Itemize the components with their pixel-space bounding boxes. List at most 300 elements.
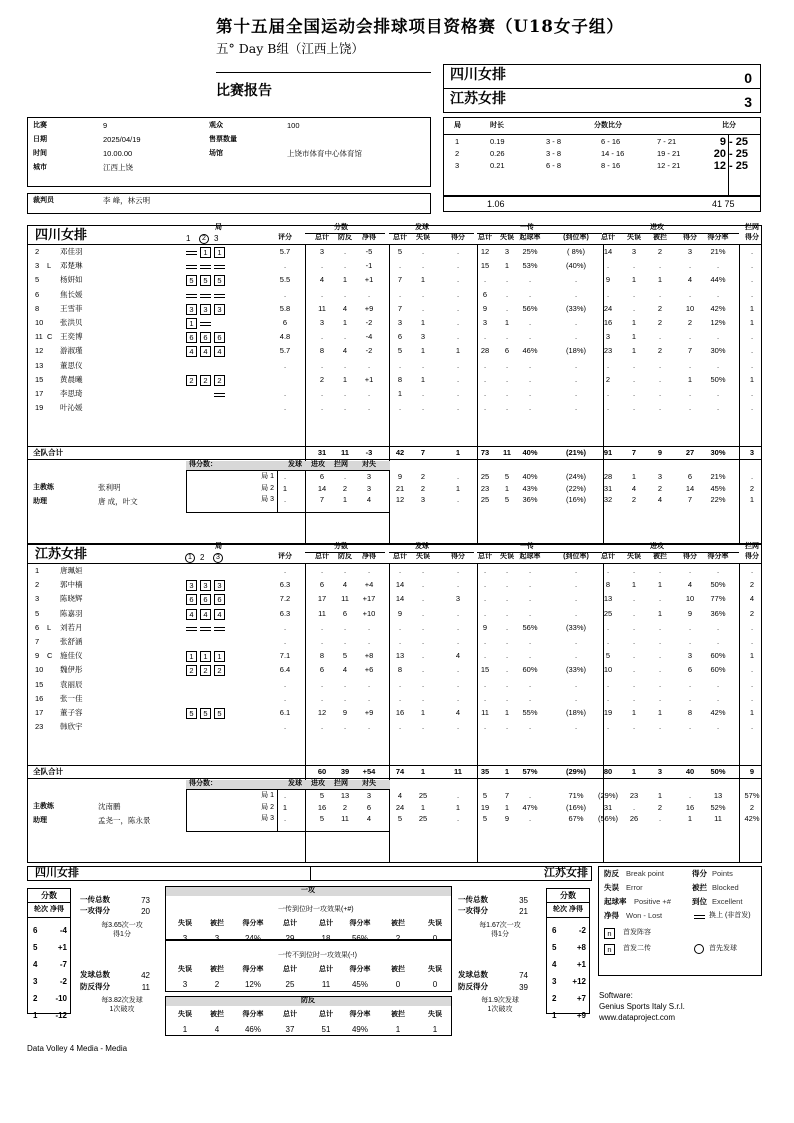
player-name: 邓楚琳: [60, 261, 83, 271]
substitute-mark: [200, 294, 211, 298]
stat-cell: 2: [749, 608, 755, 618]
stat-cell: .: [367, 622, 371, 632]
stat-cell: .: [688, 403, 692, 413]
player-number: 6: [35, 289, 40, 299]
stat-cell: .: [528, 318, 532, 327]
stat-cell: 1: [687, 374, 693, 384]
team-total-label: 全队合计: [33, 767, 63, 776]
stat-cell: 8: [687, 708, 693, 717]
mid-col-header: 失误: [428, 966, 442, 973]
set-row-value: 23: [480, 483, 490, 493]
stat-cell: .: [421, 665, 425, 675]
stat-cell: 1: [631, 580, 637, 590]
legend-term: 净得: [604, 911, 619, 920]
player-name: 张舒涵: [60, 637, 83, 646]
col-subheader: 起球率: [519, 234, 541, 241]
stat-cell: 9: [342, 708, 348, 717]
set-row-value: 6: [366, 802, 372, 812]
stat-cell: .: [528, 679, 532, 689]
stat-cell: .: [716, 622, 720, 632]
stat-cell: 9: [482, 622, 488, 632]
stat-cell: .: [606, 289, 610, 299]
set-row-value: 2: [420, 472, 426, 481]
sets-hdr-score: 比分: [722, 122, 736, 129]
stat-cell: 1: [420, 318, 426, 327]
stat-cell: 56%: [522, 622, 538, 632]
stat-cell: 1: [420, 708, 426, 717]
set-row-value: .: [283, 472, 287, 481]
mid-value: 12%: [244, 980, 261, 989]
stat-cell: 60%: [710, 651, 726, 661]
stat-cell: 3: [687, 651, 693, 661]
stat-cell: .: [658, 403, 662, 413]
set-row-value: 42%: [744, 814, 760, 823]
divider-line: [27, 446, 762, 447]
lineup-position-box: 6: [214, 594, 225, 605]
stat-cell: .: [343, 693, 347, 703]
lineup-position-box: 2: [200, 375, 211, 386]
rotation-net: +12: [572, 977, 586, 986]
set-duration: 0.21: [490, 161, 505, 170]
stat-cell: +8: [364, 651, 374, 661]
stat-cell: -1: [365, 261, 373, 271]
stat-cell: 11: [481, 708, 489, 717]
score-b: 3: [744, 94, 752, 110]
mid-value: 51: [321, 1025, 331, 1034]
player-name: 董思仪: [60, 360, 83, 370]
set-row-value: 7: [504, 791, 510, 800]
stat-cell: 1: [342, 374, 348, 384]
stat-cell: .: [658, 665, 662, 675]
team-total-value: 1: [420, 767, 426, 776]
set-row-label: 局 1: [261, 792, 274, 799]
stat-cell: 1: [657, 275, 663, 285]
stat-cell: 60%: [522, 665, 538, 675]
set-row-value: 5: [397, 814, 403, 823]
player-number: 15: [35, 679, 44, 689]
set-row-value: 2: [631, 495, 637, 504]
first-attack-title: 一攻: [301, 887, 315, 894]
total-points: 41 75: [712, 199, 735, 209]
lineup-position-box: 5: [214, 708, 225, 719]
stat-cell: .: [320, 622, 324, 632]
stat-cell: .: [658, 693, 662, 703]
stat-cell: 12%: [710, 318, 726, 327]
stat-cell: 8: [319, 346, 325, 356]
stat-cell: .: [505, 679, 509, 689]
team-total-value: 42: [395, 448, 405, 457]
lineup-position-box: 1: [186, 651, 197, 662]
stat-cell: .: [398, 722, 402, 732]
team-total-value: +54: [362, 767, 376, 776]
stat-cell: .: [320, 722, 324, 732]
stat-cell: 44%: [710, 275, 726, 285]
stat-cell: 8: [397, 665, 403, 675]
col-subheader: 防反: [338, 234, 352, 241]
col-subheader: 总计: [393, 234, 407, 241]
lineup-position-box: 4: [214, 609, 225, 620]
set-row-value: 11: [341, 814, 349, 823]
stat-cell: .: [632, 679, 636, 689]
stat-cell: 7: [687, 346, 693, 356]
divider-line: [546, 902, 590, 903]
col-subheader: 失误: [416, 234, 430, 241]
stat-cell: 5: [605, 651, 611, 661]
team-total-value: 80: [603, 767, 613, 776]
stat-cell: .: [398, 289, 402, 299]
stat-cell: .: [606, 722, 610, 732]
player-role: C: [47, 332, 53, 342]
stat-cell: .: [528, 566, 532, 575]
stat-cell: .: [528, 722, 532, 732]
stat-cell: .: [343, 637, 347, 646]
stat-cell: .: [367, 566, 371, 575]
set-partial: 3 - 8: [546, 137, 562, 146]
set-row-value: (56%): [597, 814, 618, 823]
mid-value: 18: [321, 934, 331, 943]
stat-cell: .: [483, 360, 487, 370]
stat-cell: .: [574, 637, 578, 646]
team-total-value: 40: [685, 767, 695, 776]
stat-cell: 3: [455, 594, 461, 604]
stat-cell: .: [632, 622, 636, 632]
rotation-net: -12: [55, 1011, 67, 1020]
bottom-team-b: 江苏女排: [544, 867, 588, 879]
mid-col-header: 总计: [283, 920, 297, 927]
stat-cell: .: [283, 289, 287, 299]
set-row-value: 4: [657, 495, 663, 504]
stat-cell: .: [632, 594, 636, 604]
stat-cell: .: [574, 332, 578, 342]
stat-cell: .: [421, 389, 425, 398]
stat-cell: 3: [605, 332, 611, 342]
stat-cell: .: [283, 566, 287, 575]
stat-cell: 14: [395, 580, 405, 590]
stat-cell: .: [367, 389, 371, 398]
team-total-value: (29%): [565, 767, 586, 776]
col-hdr-points: 分数: [334, 543, 348, 550]
mid-col-header: 被拦: [391, 966, 405, 973]
stat-cell: -4: [365, 332, 373, 342]
lineup-position-box: 2: [186, 375, 197, 386]
stat-cell: .: [483, 693, 487, 703]
stat-cell: 3: [397, 318, 403, 327]
set-row-value: .: [283, 791, 287, 800]
head-coach-name: 张利明: [98, 483, 121, 492]
set-partial: 14 - 16: [601, 149, 625, 158]
software-label: Software:: [599, 991, 633, 1000]
set-row-value: 5: [319, 791, 325, 800]
col-subheader: 净得: [362, 553, 376, 560]
stat-cell: .: [505, 303, 509, 313]
mid-value: 46%: [244, 1025, 261, 1034]
divider-line: [27, 244, 762, 245]
col-subheader: 得分: [451, 234, 465, 241]
lineup-position-box: 4: [200, 346, 211, 357]
stat-cell: .: [421, 247, 425, 256]
stat-cell: 4: [342, 346, 348, 356]
mid-value: 1: [395, 1025, 401, 1034]
col-subheader: 防反: [338, 553, 352, 560]
sideout-label: 一传总数: [458, 895, 488, 904]
legend-desc: Excellent: [712, 897, 743, 906]
stat-cell: .: [716, 389, 720, 398]
breakpoint-value: 42: [141, 971, 150, 980]
stat-cell: .: [456, 275, 460, 285]
software-name: Genius Sports Italy S.r.l.: [599, 1002, 685, 1011]
team-total-value: -3: [365, 448, 373, 457]
col-hdr-reception: 一传: [520, 543, 534, 550]
col-subheader: 评分: [278, 553, 292, 560]
divider-line: [27, 765, 762, 766]
stat-cell: .: [750, 360, 754, 370]
stat-cell: .: [421, 289, 425, 299]
set-row-value: .: [343, 472, 347, 481]
set-row-value: 21%: [710, 472, 726, 481]
player-name: 李思琦: [60, 389, 83, 398]
stat-cell: 28: [480, 346, 490, 356]
breakpoint-note: 每3.82次发球: [101, 997, 143, 1004]
stat-cell: .: [716, 679, 720, 689]
team-total-value: (21%): [565, 448, 586, 457]
stat-cell: -2: [365, 318, 373, 327]
col-subheader: 失误: [627, 553, 641, 560]
col-subheader: 得分: [683, 234, 697, 241]
set-row-value: 13: [713, 791, 723, 800]
legend-term: 起球率: [604, 897, 627, 906]
stat-cell: 6: [319, 580, 325, 590]
stat-cell: .: [528, 637, 532, 646]
info-label: 场馆: [209, 150, 223, 157]
stat-cell: .: [421, 651, 425, 661]
lineup-position-box: 6: [200, 332, 211, 343]
rotation-number: 1: [33, 1011, 38, 1020]
stat-cell: .: [750, 247, 754, 256]
stat-cell: 11: [318, 303, 326, 313]
rotation-number: 6: [552, 926, 557, 935]
stat-cell: 4: [342, 303, 348, 313]
stat-cell: .: [456, 566, 460, 575]
stat-cell: .: [343, 622, 347, 632]
set-row-value: 5: [504, 472, 510, 481]
rotation-number: 5: [33, 943, 38, 952]
legend-term: 首发阵容: [623, 929, 651, 936]
stat-cell: 1: [504, 318, 510, 327]
stat-cell: .: [574, 693, 578, 703]
set-row-value: 25: [480, 472, 490, 481]
stat-cell: 7.1: [279, 651, 291, 661]
rotation-net: -7: [59, 960, 67, 969]
stat-cell: .: [750, 289, 754, 299]
col-hdr-attack: 进攻: [650, 224, 664, 231]
set-partial: 3 - 8: [546, 149, 562, 158]
legend-term: 换上 (非首发): [709, 912, 751, 919]
set-row-value: 5: [482, 814, 488, 823]
col-subheader: 总计: [601, 553, 615, 560]
col-subheader: 评分: [278, 234, 292, 241]
stat-cell: 4: [455, 708, 461, 717]
sideout-value: 73: [141, 896, 150, 905]
stat-cell: .: [528, 594, 532, 604]
stat-cell: .: [750, 389, 754, 398]
stat-cell: (40%): [565, 261, 586, 271]
stat-cell: .: [505, 622, 509, 632]
referee-box: [27, 193, 431, 214]
stat-cell: .: [483, 332, 487, 342]
col-subheader: 总计: [315, 553, 329, 560]
stat-cell: 1: [397, 389, 403, 398]
stat-cell: 1: [455, 346, 461, 356]
breakpoint-label: 发球总数: [458, 970, 488, 979]
stat-cell: 5: [342, 651, 348, 661]
stat-cell: .: [632, 608, 636, 618]
lineup-position-box: 3: [214, 304, 225, 315]
stat-cell: .: [367, 289, 371, 299]
stat-cell: .: [574, 403, 578, 413]
stat-cell: 3: [319, 247, 325, 256]
sideout-value: 20: [141, 907, 150, 916]
stat-cell: .: [398, 679, 402, 689]
set-row-value: .: [456, 495, 460, 504]
col-subheader: 失误: [500, 553, 514, 560]
stat-cell: .: [632, 403, 636, 413]
team-total-value: 7: [631, 448, 637, 457]
match-info-box: [27, 117, 431, 187]
player-name: 张洪贝: [60, 318, 83, 327]
stat-cell: .: [505, 665, 509, 675]
mid-col-header: 被拦: [210, 1011, 224, 1018]
stat-cell: 1: [342, 318, 348, 327]
stat-cell: .: [456, 608, 460, 618]
lineup-position-box: 2: [214, 375, 225, 386]
stat-cell: .: [320, 389, 324, 398]
stat-cell: .: [716, 693, 720, 703]
info-value: 上饶市体育中心体育馆: [287, 149, 362, 158]
stat-cell: 11: [341, 594, 349, 604]
stat-cell: 16: [395, 708, 405, 717]
set-row-value: 1: [455, 802, 461, 812]
rotation-net: -2: [59, 977, 67, 986]
set-row-value: 7: [687, 495, 693, 504]
set-row-value: 31: [603, 802, 613, 812]
stat-cell: 9: [397, 608, 403, 618]
player-number: 1: [35, 566, 40, 575]
page-subtitle: 五° Day B组（江西上饶）: [216, 41, 364, 56]
stat-cell: 1: [657, 708, 663, 717]
breakpoint-value: 11: [141, 983, 150, 992]
set-row-value: 1: [504, 483, 510, 493]
stat-cell: .: [343, 360, 347, 370]
set-row-value: 14: [317, 483, 327, 493]
stat-cell: 1: [504, 261, 510, 271]
player-number: 23: [35, 722, 44, 732]
team-total-value: 30%: [710, 448, 726, 457]
stat-cell: .: [688, 622, 692, 632]
col-subheader: 起球率: [519, 553, 541, 560]
col-hdr-block: 拦网: [745, 224, 759, 231]
mid-value: 1: [182, 1025, 188, 1034]
player-name: 焦长媛: [60, 289, 83, 299]
legend-term: 首发二传: [623, 945, 651, 952]
legend-desc: Error: [626, 883, 643, 892]
col-subheader: 失误: [416, 553, 430, 560]
stat-cell: .: [528, 389, 532, 398]
stat-cell: 6.1: [279, 708, 291, 717]
mid-col-header: 被拦: [391, 1011, 405, 1018]
sideout-label: 一攻得分: [80, 906, 110, 915]
player-number: 2: [35, 247, 40, 256]
lineup-position-box: 3: [214, 580, 225, 591]
set-row-value: 14: [685, 483, 695, 493]
player-name: 王奕博: [60, 332, 83, 342]
mid-col-header: 被拦: [391, 920, 405, 927]
stat-cell: .: [528, 374, 532, 384]
col-subheader: 得分: [745, 234, 759, 241]
report-label: 比赛报告: [216, 83, 272, 99]
mid-value: 2: [214, 980, 220, 989]
mid-col-header: 失误: [428, 1011, 442, 1018]
stat-cell: +17: [362, 594, 376, 604]
stat-cell: 8: [319, 651, 325, 661]
team-total-value: 57%: [522, 767, 538, 776]
stat-cell: +4: [364, 580, 374, 590]
stat-cell: .: [750, 622, 754, 632]
set-row-value: 1: [631, 472, 637, 481]
stat-cell: .: [320, 261, 324, 271]
mid-value: 24%: [244, 934, 261, 943]
stat-cell: .: [632, 360, 636, 370]
stat-cell: .: [283, 679, 287, 689]
set-partial: 8 - 16: [601, 161, 621, 170]
mid-col-header: 总计: [319, 920, 333, 927]
stat-cell: .: [343, 566, 347, 575]
stat-cell: .: [456, 389, 460, 398]
first-serve-icon: [694, 944, 704, 954]
stat-cell: 4: [749, 594, 755, 604]
legend-term: 到位: [692, 897, 707, 906]
team-total-value: 27: [685, 448, 695, 457]
rotation-number: 2: [33, 994, 38, 1003]
stat-cell: .: [483, 389, 487, 398]
stat-cell: .: [716, 566, 720, 575]
set-row-value: 28: [603, 472, 613, 481]
stat-cell: .: [343, 722, 347, 732]
stat-cell: (18%): [565, 346, 586, 356]
stat-cell: 4: [687, 580, 693, 590]
mid-value: 29: [285, 934, 295, 943]
stat-cell: .: [398, 693, 402, 703]
set-row-value: 3: [366, 483, 372, 493]
stat-cell: 3: [687, 247, 693, 256]
player-name: 施佳仪: [60, 651, 83, 661]
lineup-position-box: 1: [186, 318, 197, 329]
player-number: 7: [35, 637, 40, 646]
stat-cell: .: [483, 608, 487, 618]
stat-cell: .: [343, 332, 347, 342]
rotation-number: 1: [552, 1011, 557, 1020]
stat-cell: .: [283, 722, 287, 732]
stat-cell: .: [505, 403, 509, 413]
stat-cell: 15: [480, 665, 490, 675]
substitute-mark: [214, 294, 225, 298]
stat-cell: 46%: [522, 346, 538, 356]
points-by-set-hdr: 进攻: [311, 780, 325, 787]
mid-col-header: 失误: [428, 920, 442, 927]
stat-cell: .: [320, 360, 324, 370]
set-row-value: 4: [366, 495, 372, 504]
mid-value: 25: [285, 980, 295, 989]
breakpoint-label: 发球总数: [80, 970, 110, 979]
